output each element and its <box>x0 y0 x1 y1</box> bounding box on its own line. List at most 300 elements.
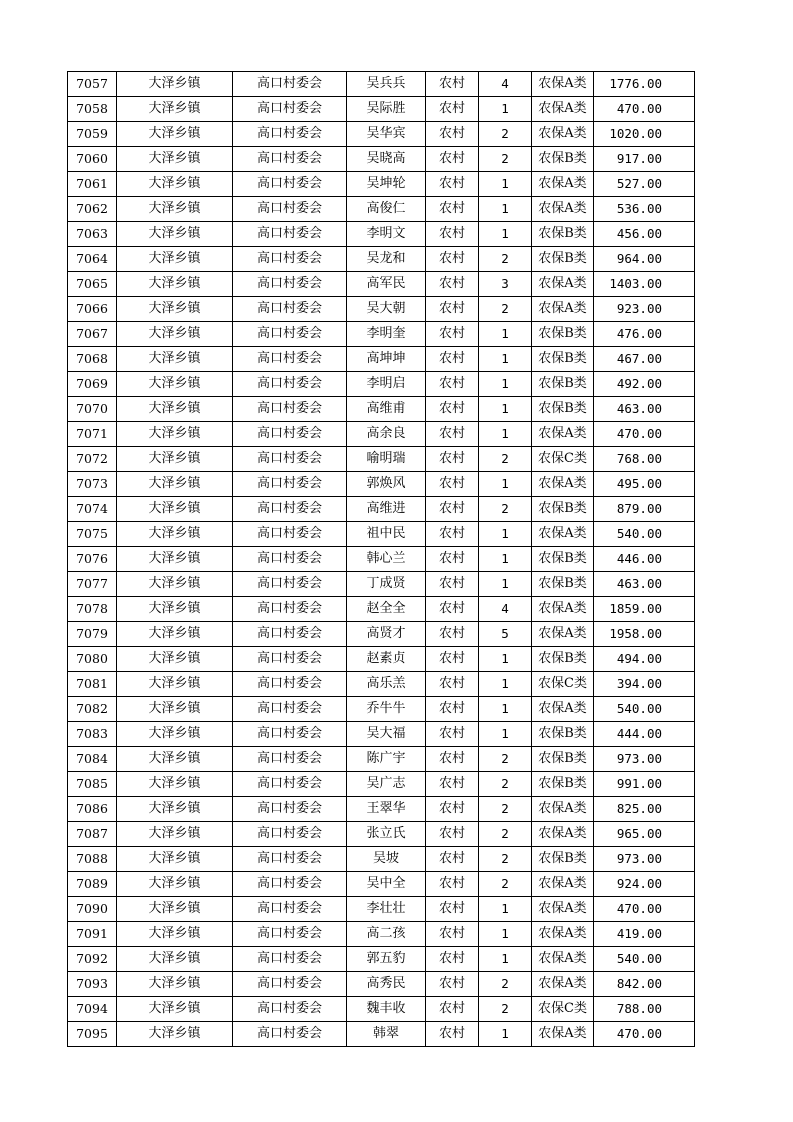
amount-cell: 1020.00 <box>594 122 695 147</box>
person-name-cell: 高坤坤 <box>347 347 426 372</box>
area-type-cell: 农村 <box>426 822 479 847</box>
household-count-cell: 1 <box>479 1022 532 1047</box>
person-name-cell: 丁成贤 <box>347 572 426 597</box>
record-id-cell: 7080 <box>68 647 117 672</box>
insurance-category-cell: 农保A类 <box>532 972 594 997</box>
amount-cell: 1776.00 <box>594 72 695 97</box>
record-id-cell: 7074 <box>68 497 117 522</box>
household-count-cell: 3 <box>479 272 532 297</box>
table-row <box>68 522 695 547</box>
town-cell: 大泽乡镇 <box>117 197 233 222</box>
household-count-cell: 1 <box>479 672 532 697</box>
area-type-cell: 农村 <box>426 472 479 497</box>
village-committee-cell: 高口村委会 <box>233 97 347 122</box>
insurance-category-cell: 农保B类 <box>532 547 594 572</box>
village-committee-cell: 高口村委会 <box>233 972 347 997</box>
town-cell: 大泽乡镇 <box>117 147 233 172</box>
town-cell: 大泽乡镇 <box>117 997 233 1022</box>
household-count-cell: 1 <box>479 697 532 722</box>
amount-cell: 973.00 <box>594 847 695 872</box>
household-count-cell: 1 <box>479 547 532 572</box>
insurance-category-cell: 农保B类 <box>532 347 594 372</box>
amount-cell: 923.00 <box>594 297 695 322</box>
insurance-category-cell: 农保B类 <box>532 572 594 597</box>
household-count-cell: 1 <box>479 472 532 497</box>
amount-cell: 419.00 <box>594 922 695 947</box>
town-cell: 大泽乡镇 <box>117 722 233 747</box>
household-count-cell: 1 <box>479 722 532 747</box>
town-cell: 大泽乡镇 <box>117 97 233 122</box>
insurance-category-cell: 农保A类 <box>532 297 594 322</box>
record-id-cell: 7086 <box>68 797 117 822</box>
household-count-cell: 1 <box>479 647 532 672</box>
insurance-category-cell: 农保B类 <box>532 497 594 522</box>
village-committee-cell: 高口村委会 <box>233 597 347 622</box>
town-cell: 大泽乡镇 <box>117 172 233 197</box>
area-type-cell: 农村 <box>426 622 479 647</box>
table-row <box>68 822 695 847</box>
record-id-cell: 7060 <box>68 147 117 172</box>
table-row <box>68 297 695 322</box>
area-type-cell: 农村 <box>426 522 479 547</box>
table-row <box>68 197 695 222</box>
village-committee-cell: 高口村委会 <box>233 147 347 172</box>
household-count-cell: 2 <box>479 147 532 172</box>
town-cell: 大泽乡镇 <box>117 322 233 347</box>
insurance-category-cell: 农保B类 <box>532 747 594 772</box>
table-row <box>68 347 695 372</box>
record-id-cell: 7084 <box>68 747 117 772</box>
insurance-category-cell: 农保A类 <box>532 472 594 497</box>
record-id-cell: 7072 <box>68 447 117 472</box>
record-id-cell: 7081 <box>68 672 117 697</box>
town-cell: 大泽乡镇 <box>117 497 233 522</box>
village-committee-cell: 高口村委会 <box>233 222 347 247</box>
village-committee-cell: 高口村委会 <box>233 647 347 672</box>
household-count-cell: 1 <box>479 947 532 972</box>
town-cell: 大泽乡镇 <box>117 922 233 947</box>
amount-cell: 842.00 <box>594 972 695 997</box>
amount-cell: 463.00 <box>594 397 695 422</box>
village-committee-cell: 高口村委会 <box>233 822 347 847</box>
record-id-cell: 7094 <box>68 997 117 1022</box>
table-row <box>68 572 695 597</box>
record-id-cell: 7082 <box>68 697 117 722</box>
area-type-cell: 农村 <box>426 347 479 372</box>
village-committee-cell: 高口村委会 <box>233 422 347 447</box>
insurance-category-cell: 农保A类 <box>532 922 594 947</box>
record-id-cell: 7075 <box>68 522 117 547</box>
amount-cell: 446.00 <box>594 547 695 572</box>
village-committee-cell: 高口村委会 <box>233 122 347 147</box>
amount-cell: 540.00 <box>594 522 695 547</box>
village-committee-cell: 高口村委会 <box>233 797 347 822</box>
person-name-cell: 吴龙和 <box>347 247 426 272</box>
household-count-cell: 1 <box>479 172 532 197</box>
town-cell: 大泽乡镇 <box>117 572 233 597</box>
area-type-cell: 农村 <box>426 222 479 247</box>
household-count-cell: 2 <box>479 497 532 522</box>
amount-cell: 470.00 <box>594 97 695 122</box>
insurance-category-cell: 农保B类 <box>532 847 594 872</box>
table-row <box>68 872 695 897</box>
table-row <box>68 422 695 447</box>
town-cell: 大泽乡镇 <box>117 422 233 447</box>
household-count-cell: 1 <box>479 897 532 922</box>
person-name-cell: 高秀民 <box>347 972 426 997</box>
person-name-cell: 魏丰收 <box>347 997 426 1022</box>
household-count-cell: 1 <box>479 97 532 122</box>
amount-cell: 1958.00 <box>594 622 695 647</box>
person-name-cell: 陈广宇 <box>347 747 426 772</box>
area-type-cell: 农村 <box>426 947 479 972</box>
village-committee-cell: 高口村委会 <box>233 322 347 347</box>
amount-cell: 879.00 <box>594 497 695 522</box>
amount-cell: 768.00 <box>594 447 695 472</box>
person-name-cell: 韩翠 <box>347 1022 426 1047</box>
table-row <box>68 997 695 1022</box>
village-committee-cell: 高口村委会 <box>233 897 347 922</box>
record-id-cell: 7066 <box>68 297 117 322</box>
amount-cell: 540.00 <box>594 947 695 972</box>
person-name-cell: 高维甫 <box>347 397 426 422</box>
person-name-cell: 韩心兰 <box>347 547 426 572</box>
amount-cell: 965.00 <box>594 822 695 847</box>
table-row <box>68 172 695 197</box>
village-committee-cell: 高口村委会 <box>233 1022 347 1047</box>
area-type-cell: 农村 <box>426 697 479 722</box>
person-name-cell: 赵素贞 <box>347 647 426 672</box>
person-name-cell: 张立氏 <box>347 822 426 847</box>
amount-cell: 476.00 <box>594 322 695 347</box>
person-name-cell: 李明文 <box>347 222 426 247</box>
amount-cell: 924.00 <box>594 872 695 897</box>
household-count-cell: 2 <box>479 122 532 147</box>
town-cell: 大泽乡镇 <box>117 272 233 297</box>
household-count-cell: 2 <box>479 247 532 272</box>
area-type-cell: 农村 <box>426 122 479 147</box>
household-count-cell: 2 <box>479 997 532 1022</box>
town-cell: 大泽乡镇 <box>117 372 233 397</box>
area-type-cell: 农村 <box>426 297 479 322</box>
insurance-category-cell: 农保B类 <box>532 722 594 747</box>
household-count-cell: 2 <box>479 297 532 322</box>
household-count-cell: 4 <box>479 597 532 622</box>
area-type-cell: 农村 <box>426 572 479 597</box>
record-id-cell: 7062 <box>68 197 117 222</box>
area-type-cell: 农村 <box>426 997 479 1022</box>
town-cell: 大泽乡镇 <box>117 547 233 572</box>
person-name-cell: 吴华宾 <box>347 122 426 147</box>
insurance-category-cell: 农保A类 <box>532 422 594 447</box>
town-cell: 大泽乡镇 <box>117 797 233 822</box>
table-row <box>68 122 695 147</box>
village-committee-cell: 高口村委会 <box>233 197 347 222</box>
amount-cell: 467.00 <box>594 347 695 372</box>
person-name-cell: 郭焕风 <box>347 472 426 497</box>
area-type-cell: 农村 <box>426 872 479 897</box>
amount-cell: 494.00 <box>594 647 695 672</box>
household-count-cell: 1 <box>479 522 532 547</box>
household-count-cell: 1 <box>479 572 532 597</box>
village-committee-cell: 高口村委会 <box>233 572 347 597</box>
record-id-cell: 7076 <box>68 547 117 572</box>
town-cell: 大泽乡镇 <box>117 622 233 647</box>
amount-cell: 463.00 <box>594 572 695 597</box>
record-id-cell: 7090 <box>68 897 117 922</box>
village-committee-cell: 高口村委会 <box>233 922 347 947</box>
village-committee-cell: 高口村委会 <box>233 172 347 197</box>
area-type-cell: 农村 <box>426 922 479 947</box>
insurance-category-cell: 农保B类 <box>532 647 594 672</box>
area-type-cell: 农村 <box>426 72 479 97</box>
town-cell: 大泽乡镇 <box>117 522 233 547</box>
insurance-category-cell: 农保A类 <box>532 597 594 622</box>
area-type-cell: 农村 <box>426 647 479 672</box>
area-type-cell: 农村 <box>426 272 479 297</box>
record-id-cell: 7065 <box>68 272 117 297</box>
village-committee-cell: 高口村委会 <box>233 547 347 572</box>
table-row <box>68 972 695 997</box>
insurance-category-cell: 农保B类 <box>532 247 594 272</box>
amount-cell: 540.00 <box>594 697 695 722</box>
village-committee-cell: 高口村委会 <box>233 472 347 497</box>
amount-cell: 788.00 <box>594 997 695 1022</box>
area-type-cell: 农村 <box>426 1022 479 1047</box>
town-cell: 大泽乡镇 <box>117 1022 233 1047</box>
insurance-category-cell: 农保B类 <box>532 222 594 247</box>
table-row <box>68 722 695 747</box>
table-body <box>68 72 695 1047</box>
insurance-category-cell: 农保C类 <box>532 997 594 1022</box>
village-committee-cell: 高口村委会 <box>233 297 347 322</box>
amount-cell: 470.00 <box>594 422 695 447</box>
record-id-cell: 7077 <box>68 572 117 597</box>
area-type-cell: 农村 <box>426 397 479 422</box>
town-cell: 大泽乡镇 <box>117 672 233 697</box>
person-name-cell: 吴兵兵 <box>347 72 426 97</box>
area-type-cell: 农村 <box>426 422 479 447</box>
insurance-category-cell: 农保A类 <box>532 897 594 922</box>
table-row <box>68 847 695 872</box>
insurance-category-cell: 农保A类 <box>532 697 594 722</box>
person-name-cell: 赵全全 <box>347 597 426 622</box>
household-count-cell: 4 <box>479 72 532 97</box>
insurance-category-cell: 农保A类 <box>532 172 594 197</box>
village-committee-cell: 高口村委会 <box>233 497 347 522</box>
amount-cell: 470.00 <box>594 897 695 922</box>
town-cell: 大泽乡镇 <box>117 647 233 672</box>
record-id-cell: 7057 <box>68 72 117 97</box>
person-name-cell: 高乐羔 <box>347 672 426 697</box>
village-committee-cell: 高口村委会 <box>233 847 347 872</box>
table-row <box>68 922 695 947</box>
record-id-cell: 7085 <box>68 772 117 797</box>
person-name-cell: 吴坡 <box>347 847 426 872</box>
person-name-cell: 乔牛牛 <box>347 697 426 722</box>
household-count-cell: 2 <box>479 447 532 472</box>
person-name-cell: 高余良 <box>347 422 426 447</box>
amount-cell: 495.00 <box>594 472 695 497</box>
insurance-category-cell: 农保B类 <box>532 397 594 422</box>
village-committee-cell: 高口村委会 <box>233 772 347 797</box>
household-count-cell: 2 <box>479 747 532 772</box>
area-type-cell: 农村 <box>426 372 479 397</box>
table-row <box>68 697 695 722</box>
person-name-cell: 高二孩 <box>347 922 426 947</box>
household-count-cell: 1 <box>479 422 532 447</box>
person-name-cell: 吴中全 <box>347 872 426 897</box>
record-id-cell: 7071 <box>68 422 117 447</box>
town-cell: 大泽乡镇 <box>117 72 233 97</box>
household-count-cell: 1 <box>479 322 532 347</box>
town-cell: 大泽乡镇 <box>117 822 233 847</box>
record-id-cell: 7088 <box>68 847 117 872</box>
town-cell: 大泽乡镇 <box>117 247 233 272</box>
town-cell: 大泽乡镇 <box>117 397 233 422</box>
insurance-category-cell: 农保A类 <box>532 72 594 97</box>
amount-cell: 917.00 <box>594 147 695 172</box>
village-committee-cell: 高口村委会 <box>233 697 347 722</box>
table-row <box>68 372 695 397</box>
record-id-cell: 7059 <box>68 122 117 147</box>
area-type-cell: 农村 <box>426 447 479 472</box>
table-row <box>68 672 695 697</box>
amount-cell: 991.00 <box>594 772 695 797</box>
town-cell: 大泽乡镇 <box>117 697 233 722</box>
insurance-category-cell: 农保A类 <box>532 947 594 972</box>
household-count-cell: 1 <box>479 397 532 422</box>
table-row <box>68 97 695 122</box>
area-type-cell: 农村 <box>426 972 479 997</box>
amount-cell: 527.00 <box>594 172 695 197</box>
insurance-category-cell: 农保A类 <box>532 622 594 647</box>
insurance-category-cell: 农保A类 <box>532 1022 594 1047</box>
record-id-cell: 7087 <box>68 822 117 847</box>
person-name-cell: 高军民 <box>347 272 426 297</box>
area-type-cell: 农村 <box>426 672 479 697</box>
area-type-cell: 农村 <box>426 497 479 522</box>
insurance-category-cell: 农保B类 <box>532 772 594 797</box>
record-id-cell: 7073 <box>68 472 117 497</box>
amount-cell: 973.00 <box>594 747 695 772</box>
record-id-cell: 7089 <box>68 872 117 897</box>
person-name-cell: 吴坤轮 <box>347 172 426 197</box>
record-id-cell: 7091 <box>68 922 117 947</box>
record-id-cell: 7092 <box>68 947 117 972</box>
household-count-cell: 1 <box>479 347 532 372</box>
amount-cell: 470.00 <box>594 1022 695 1047</box>
table-row <box>68 472 695 497</box>
amount-cell: 1859.00 <box>594 597 695 622</box>
insurance-category-cell: 农保C类 <box>532 447 594 472</box>
area-type-cell: 农村 <box>426 247 479 272</box>
area-type-cell: 农村 <box>426 772 479 797</box>
person-name-cell: 李明启 <box>347 372 426 397</box>
record-id-cell: 7064 <box>68 247 117 272</box>
person-name-cell: 李明奎 <box>347 322 426 347</box>
amount-cell: 536.00 <box>594 197 695 222</box>
table-row <box>68 547 695 572</box>
village-committee-cell: 高口村委会 <box>233 347 347 372</box>
table-row <box>68 322 695 347</box>
village-committee-cell: 高口村委会 <box>233 372 347 397</box>
insurance-category-cell: 农保A类 <box>532 872 594 897</box>
household-count-cell: 1 <box>479 222 532 247</box>
amount-cell: 394.00 <box>594 672 695 697</box>
household-count-cell: 2 <box>479 847 532 872</box>
household-count-cell: 2 <box>479 972 532 997</box>
area-type-cell: 农村 <box>426 747 479 772</box>
town-cell: 大泽乡镇 <box>117 897 233 922</box>
household-count-cell: 5 <box>479 622 532 647</box>
table-row <box>68 772 695 797</box>
insurance-category-cell: 农保B类 <box>532 372 594 397</box>
area-type-cell: 农村 <box>426 547 479 572</box>
village-committee-cell: 高口村委会 <box>233 672 347 697</box>
table-row <box>68 597 695 622</box>
town-cell: 大泽乡镇 <box>117 872 233 897</box>
insurance-category-cell: 农保A类 <box>532 522 594 547</box>
person-name-cell: 祖中民 <box>347 522 426 547</box>
town-cell: 大泽乡镇 <box>117 347 233 372</box>
table-row <box>68 72 695 97</box>
table-row <box>68 1022 695 1047</box>
insurance-category-cell: 农保A类 <box>532 797 594 822</box>
village-committee-cell: 高口村委会 <box>233 447 347 472</box>
village-committee-cell: 高口村委会 <box>233 872 347 897</box>
household-count-cell: 2 <box>479 772 532 797</box>
area-type-cell: 农村 <box>426 172 479 197</box>
amount-cell: 825.00 <box>594 797 695 822</box>
table-row <box>68 397 695 422</box>
insurance-category-cell: 农保B类 <box>532 147 594 172</box>
record-id-cell: 7061 <box>68 172 117 197</box>
area-type-cell: 农村 <box>426 722 479 747</box>
table-row <box>68 147 695 172</box>
area-type-cell: 农村 <box>426 322 479 347</box>
record-id-cell: 7067 <box>68 322 117 347</box>
town-cell: 大泽乡镇 <box>117 297 233 322</box>
town-cell: 大泽乡镇 <box>117 222 233 247</box>
person-name-cell: 喻明瑞 <box>347 447 426 472</box>
area-type-cell: 农村 <box>426 597 479 622</box>
village-committee-cell: 高口村委会 <box>233 272 347 297</box>
table-row <box>68 747 695 772</box>
person-name-cell: 吴际胜 <box>347 97 426 122</box>
table-row <box>68 647 695 672</box>
data-table <box>67 71 695 1047</box>
insurance-category-cell: 农保A类 <box>532 197 594 222</box>
amount-cell: 1403.00 <box>594 272 695 297</box>
table-row <box>68 622 695 647</box>
record-id-cell: 7068 <box>68 347 117 372</box>
record-id-cell: 7063 <box>68 222 117 247</box>
household-count-cell: 2 <box>479 872 532 897</box>
table-row <box>68 222 695 247</box>
village-committee-cell: 高口村委会 <box>233 747 347 772</box>
town-cell: 大泽乡镇 <box>117 772 233 797</box>
insurance-category-cell: 农保C类 <box>532 672 594 697</box>
record-id-cell: 7069 <box>68 372 117 397</box>
household-count-cell: 1 <box>479 372 532 397</box>
insurance-category-cell: 农保B类 <box>532 322 594 347</box>
village-committee-cell: 高口村委会 <box>233 72 347 97</box>
town-cell: 大泽乡镇 <box>117 847 233 872</box>
household-count-cell: 1 <box>479 922 532 947</box>
village-committee-cell: 高口村委会 <box>233 722 347 747</box>
town-cell: 大泽乡镇 <box>117 947 233 972</box>
